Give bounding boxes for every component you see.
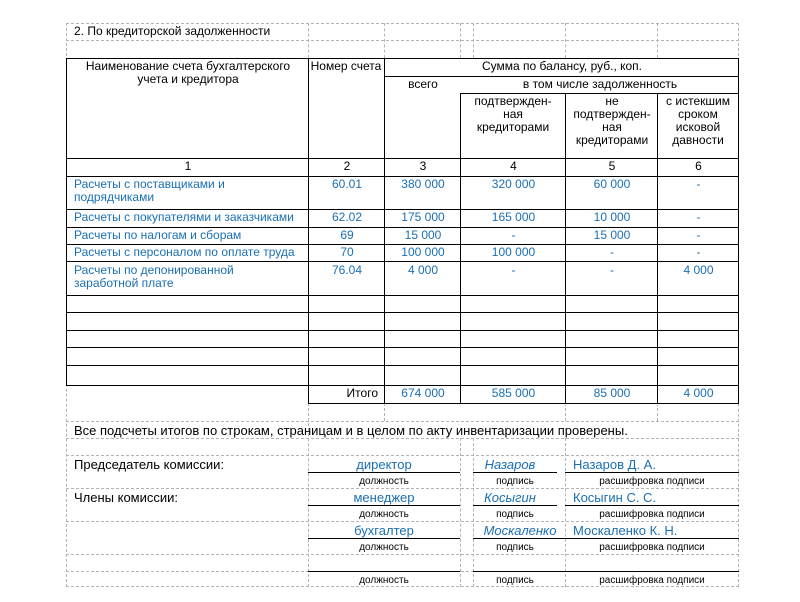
table-border bbox=[66, 330, 739, 331]
caption-signature: подпись bbox=[496, 542, 534, 553]
header-expired-column: с истекшим сроком исковой давности bbox=[666, 94, 730, 147]
caption-position: должность bbox=[359, 542, 409, 553]
totals-confirmed: 585 000 bbox=[491, 386, 536, 400]
row-expired: - bbox=[696, 245, 701, 259]
column-number: 4 bbox=[510, 159, 517, 173]
row-not-confirmed: 60 000 bbox=[593, 177, 631, 191]
signature-line bbox=[565, 472, 739, 473]
row-confirmed: - bbox=[511, 228, 516, 242]
row-expired: 4 000 bbox=[683, 263, 714, 277]
table-border bbox=[66, 261, 739, 262]
row-creditor-name: Расчеты с покупателями и заказчиками bbox=[74, 210, 294, 224]
totals-total: 674 000 bbox=[401, 386, 445, 400]
signature-line bbox=[473, 538, 565, 539]
totals-expired: 4 000 bbox=[683, 386, 714, 400]
row-not-confirmed: 10 000 bbox=[593, 210, 631, 224]
row-account-number: 76.04 bbox=[331, 263, 363, 277]
grid-line bbox=[308, 23, 309, 58]
signature-line bbox=[473, 472, 557, 473]
header-incl-group: в том числе задолженность bbox=[522, 77, 678, 91]
signer-position: менеджер bbox=[353, 490, 415, 505]
grid-line bbox=[66, 40, 739, 41]
signature-line bbox=[473, 571, 565, 572]
grid-line bbox=[384, 403, 385, 421]
table-border bbox=[384, 58, 385, 404]
table-border bbox=[308, 58, 309, 404]
row-confirmed: 165 000 bbox=[491, 210, 536, 224]
row-total: 4 000 bbox=[407, 263, 439, 277]
table-border bbox=[657, 93, 658, 404]
signer-decoding: Москаленко К. Н. bbox=[573, 523, 678, 538]
row-total: 15 000 bbox=[404, 228, 442, 242]
signer-decoding: Назаров Д. А. bbox=[573, 457, 656, 472]
caption-decoding: расшифровка подписи bbox=[599, 575, 705, 586]
header-confirmed-column: подтвержден-ная кредиторами bbox=[474, 94, 552, 134]
caption-position: должность bbox=[359, 575, 409, 586]
table-border bbox=[565, 93, 566, 404]
grid-line bbox=[384, 23, 385, 58]
grid-line bbox=[66, 488, 739, 489]
header-total-column: всего bbox=[408, 77, 438, 91]
section-title: 2. По кредиторской задолженности bbox=[74, 24, 271, 38]
table-border bbox=[308, 403, 739, 404]
row-expired: - bbox=[696, 228, 701, 242]
grid-line bbox=[66, 438, 739, 439]
signature-line bbox=[308, 505, 460, 506]
grid-line bbox=[473, 438, 474, 587]
signer-decoding: Косыгин С. С. bbox=[573, 490, 657, 505]
row-expired: - bbox=[696, 210, 701, 224]
grid-line bbox=[657, 403, 658, 421]
signer-position: директор bbox=[356, 457, 412, 472]
caption-position: должность bbox=[359, 509, 409, 520]
row-creditor-name: Расчеты по депонированной заработной плате bbox=[74, 263, 234, 290]
table-border bbox=[66, 158, 739, 159]
signature-line bbox=[565, 571, 739, 572]
totals-label: Итого bbox=[346, 386, 378, 400]
row-creditor-name: Расчеты с поставщиками и подрядчиками bbox=[74, 177, 225, 204]
grid-line bbox=[66, 455, 739, 456]
header-account-column: Номер счета bbox=[310, 59, 382, 73]
caption-position: должность bbox=[359, 476, 409, 487]
signature-line bbox=[308, 472, 460, 473]
signer-signature: Москаленко bbox=[483, 523, 557, 538]
row-confirmed: - bbox=[511, 263, 516, 277]
table-border bbox=[460, 93, 461, 404]
row-total: 100 000 bbox=[401, 245, 445, 259]
row-expired: - bbox=[696, 177, 701, 191]
column-number: 2 bbox=[343, 159, 351, 173]
totals-not-confirmed: 85 000 bbox=[593, 386, 631, 400]
grid-line bbox=[66, 554, 739, 555]
grid-line bbox=[460, 23, 461, 58]
signature-line bbox=[308, 538, 460, 539]
caption-decoding: расшифровка подписи bbox=[599, 542, 705, 553]
caption-signature: подпись bbox=[496, 476, 534, 487]
row-not-confirmed: 15 000 bbox=[593, 228, 631, 242]
row-total: 380 000 bbox=[401, 177, 445, 191]
caption-signature: подпись bbox=[496, 509, 534, 520]
row-confirmed: 100 000 bbox=[491, 245, 536, 259]
caption-decoding: расшифровка подписи bbox=[599, 509, 705, 520]
signer-position: бухгалтер bbox=[354, 523, 414, 538]
table-border bbox=[66, 295, 739, 296]
grid-line bbox=[657, 23, 658, 58]
table-border bbox=[66, 312, 739, 313]
row-not-confirmed: - bbox=[610, 263, 614, 277]
row-creditor-name: Расчеты с персоналом по оплате труда bbox=[74, 245, 295, 259]
row-creditor-name: Расчеты по налогам и сборам bbox=[74, 228, 242, 242]
grid-line bbox=[66, 521, 739, 522]
column-number: 3 bbox=[419, 159, 427, 173]
grid-line bbox=[565, 403, 566, 421]
signature-line bbox=[565, 538, 739, 539]
column-number: 6 bbox=[695, 159, 702, 173]
chairman-label: Председатель комиссии: bbox=[74, 457, 225, 472]
row-account-number: 60.01 bbox=[331, 177, 363, 191]
signature-line bbox=[308, 571, 460, 572]
header-name-column: Наименование счета бухгалтерского учета и кредитора bbox=[85, 59, 291, 86]
signature-line bbox=[565, 505, 739, 506]
header-sum-group: Сумма по балансу, руб., коп. bbox=[481, 59, 643, 73]
header-not-confirmed-column: не подтвержден-ная кредиторами bbox=[573, 94, 651, 147]
row-confirmed: 320 000 bbox=[491, 177, 536, 191]
row-total: 175 000 bbox=[401, 210, 445, 224]
table-border bbox=[738, 58, 739, 404]
signature-line bbox=[473, 505, 557, 506]
column-number: 1 bbox=[184, 159, 192, 173]
row-account-number: 69 bbox=[340, 228, 354, 242]
members-label: Члены комиссии: bbox=[74, 490, 179, 505]
caption-signature: подпись bbox=[496, 575, 534, 586]
signer-signature: Косыгин bbox=[484, 490, 536, 505]
table-border bbox=[66, 365, 739, 366]
row-not-confirmed: - bbox=[610, 245, 614, 259]
caption-decoding: расшифровка подписи bbox=[599, 476, 705, 487]
row-account-number: 70 bbox=[340, 245, 354, 259]
grid-line bbox=[460, 438, 461, 587]
row-account-number: 62.02 bbox=[331, 210, 363, 224]
table-border bbox=[66, 347, 739, 348]
column-number: 5 bbox=[608, 159, 616, 173]
grid-line bbox=[473, 23, 474, 58]
signer-signature: Назаров bbox=[484, 457, 536, 472]
grid-line bbox=[66, 421, 739, 422]
table-border bbox=[66, 58, 67, 386]
verification-statement: Все подсчеты итогов по строкам, страницам и в целом по акту инвентаризации проверены. bbox=[74, 423, 628, 438]
grid-line bbox=[565, 23, 566, 58]
